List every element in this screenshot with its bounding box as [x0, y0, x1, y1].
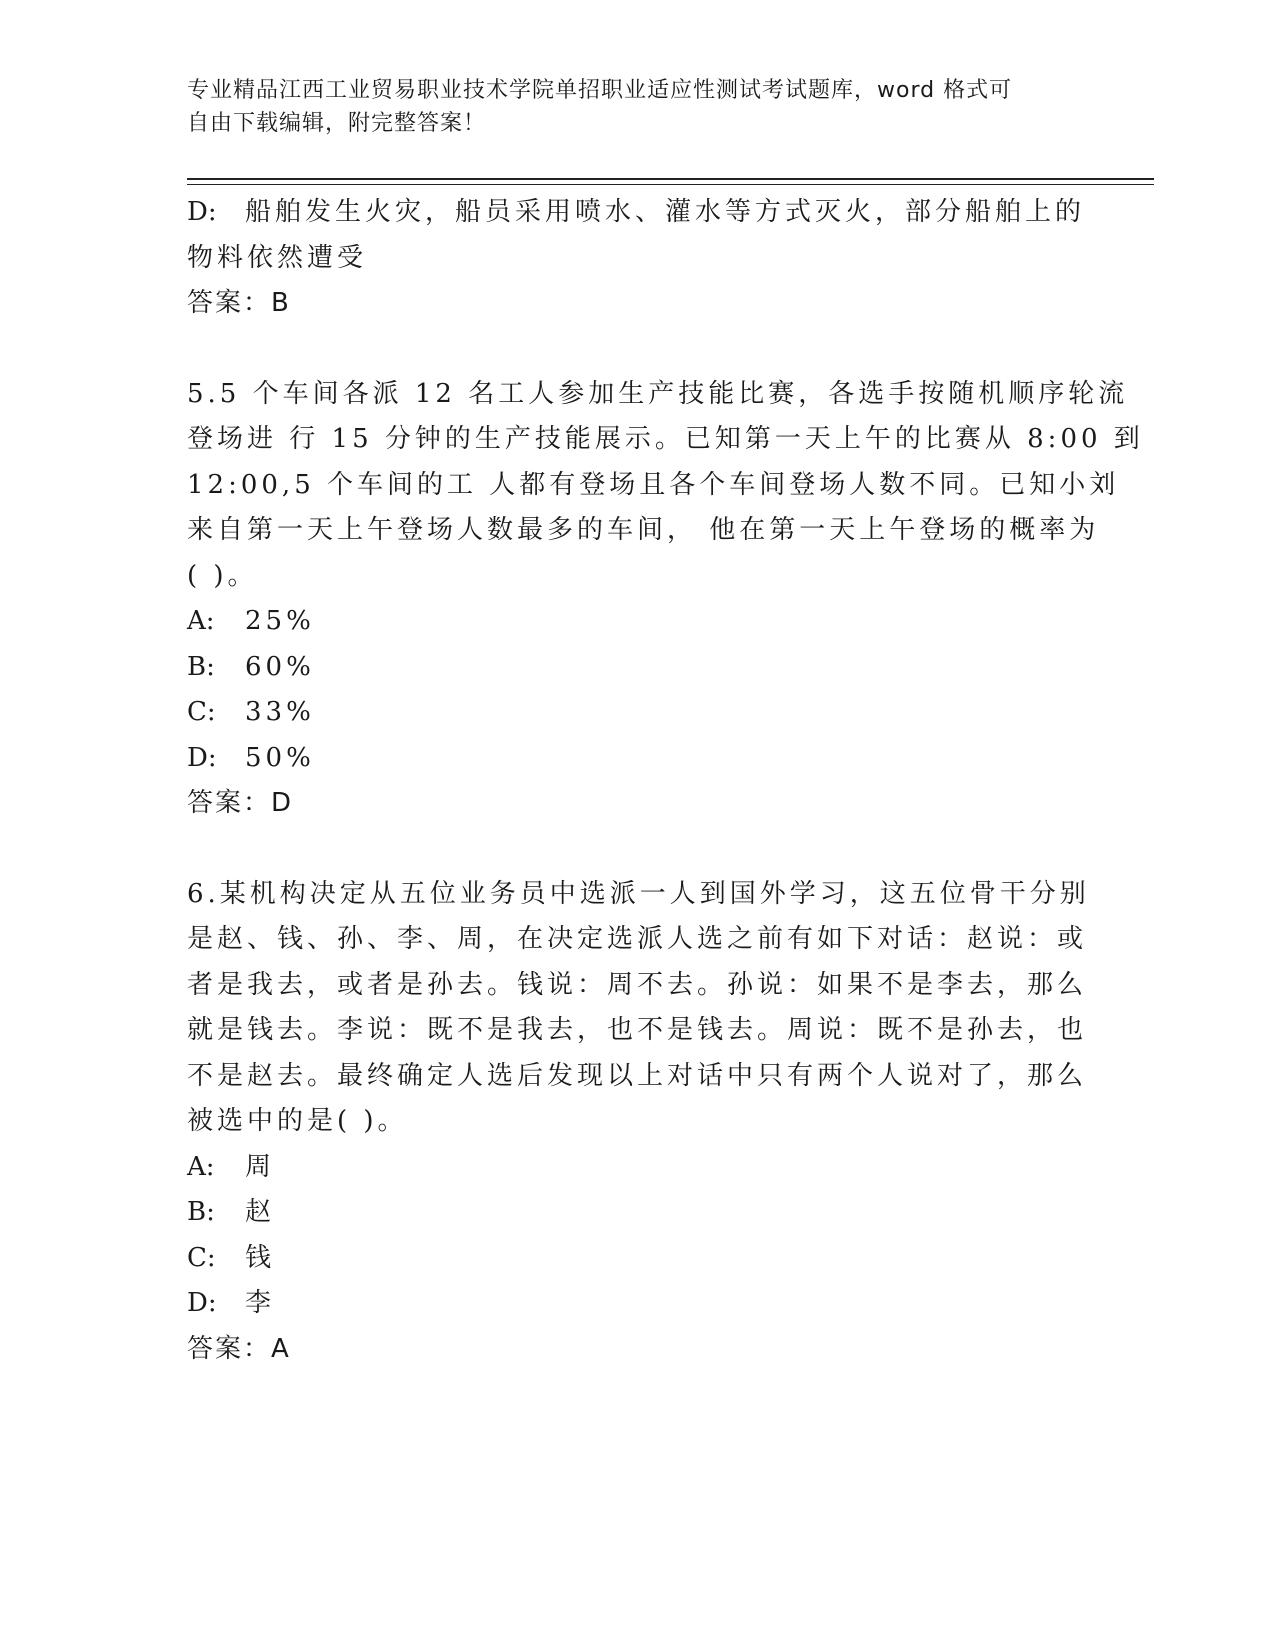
question-text-line: 就是钱去。李说：既不是我去，也不是钱去。周说：既不是孙去，也 [187, 1015, 1088, 1045]
option-d-continued: 物料依然遭受 [187, 242, 368, 273]
option-d [187, 1281, 1082, 1327]
option-text: 25% [245, 606, 315, 636]
answer: 答案：B [187, 288, 291, 318]
option-b [187, 645, 1082, 691]
option-label: B: [187, 651, 215, 682]
spacer [187, 827, 1082, 872]
option-label: A: [187, 1151, 215, 1182]
question-6 [187, 872, 1090, 1373]
header-line-2: 自由下载编辑，附完整答案！ [187, 111, 487, 136]
option-text: 钱 [245, 1242, 276, 1273]
header-line-1: 专业精品江西工业贸易职业技术学院单招职业适应性测试考试题库，word 格式可 [187, 78, 1013, 103]
option-text: 33% [245, 697, 315, 727]
option-text: 60% [245, 651, 315, 682]
option-label: A: [187, 606, 215, 636]
option-label: D: [187, 742, 217, 773]
option-label: B: [187, 1197, 215, 1227]
document-body [187, 190, 1144, 1372]
spacer [187, 327, 1082, 372]
question-text-line: 者是我去，或者是孙去。钱说：周不去。孙说：如果不是李去，那么 [187, 969, 1088, 1000]
option-d [187, 736, 1082, 782]
question-text-line: 是赵、钱、孙、李、周，在决定选派人选之前有如下对话：赵说：或 [187, 924, 1088, 954]
question-text-line: ( )。 [187, 560, 258, 591]
question-text-line: 5.5 个车间各派 12 名工人参加生产技能比赛，各选手按随机顺序轮流 [187, 378, 1129, 409]
option-text: 赵 [245, 1197, 276, 1227]
option-text: 李 [245, 1288, 276, 1318]
question-text-line: 6.某机构决定从五位业务员中选派一人到国外学习，这五位骨干分别 [187, 878, 1090, 909]
question-5 [187, 372, 1144, 827]
option-a [187, 599, 1082, 645]
question-text-line: 不是赵去。最终确定人选后发现以上对话中只有两个人说对了，那么 [187, 1060, 1088, 1091]
option-label: C: [187, 697, 216, 727]
header-divider-thick [187, 178, 1154, 180]
option-label: D: [187, 197, 217, 227]
question-text-line: 12:00,5 个车间的工 人都有登场且各个车间登场人数不同。已知小刘 [187, 469, 1120, 500]
header-divider-thin [187, 184, 1154, 185]
previous-question [187, 190, 1086, 327]
option-label: C: [187, 1242, 216, 1273]
option-text: 船舶发生火灾，船员采用喷水、灌水等方式灭火，部分船舶上的 [245, 197, 1086, 227]
answer: 答案：A [187, 1333, 291, 1364]
option-c [187, 690, 1082, 736]
option-text: 50% [245, 742, 315, 773]
answer: 答案：D [187, 788, 294, 818]
question-text-line: 被选中的是( )。 [187, 1106, 408, 1136]
option-c [187, 1236, 1082, 1282]
question-text-line: 登场进 行 15 分钟的生产技能展示。已知第一天上午的比赛从 8:00 到 [187, 424, 1144, 454]
option-d [187, 190, 1086, 236]
option-b [187, 1190, 1082, 1236]
document-header [187, 74, 1067, 140]
option-text: 周 [245, 1151, 276, 1182]
option-a [187, 1145, 1082, 1191]
option-label: D: [187, 1288, 217, 1318]
question-text-line: 来自第一天上午登场人数最多的车间， 他在第一天上午登场的概率为 [187, 515, 1100, 545]
